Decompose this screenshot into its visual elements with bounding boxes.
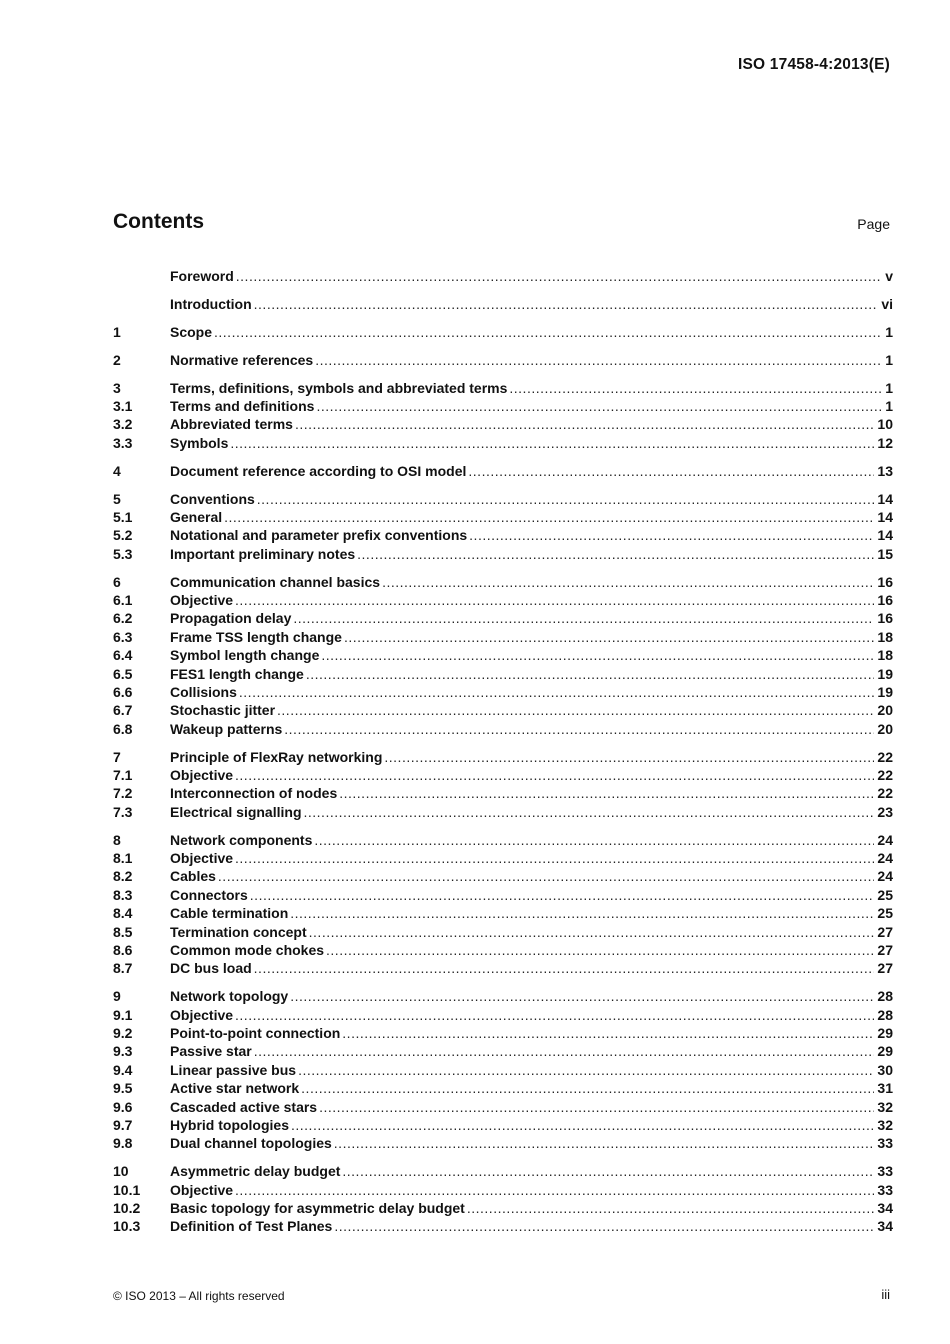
toc-entry-number: 9.2 (113, 1025, 133, 1042)
toc-leader-dots (334, 1218, 874, 1234)
toc-entry-page[interactable]: 28 (877, 1006, 893, 1023)
toc-leader-dots (230, 435, 874, 451)
toc-entry-number: 3 (113, 379, 121, 396)
toc-entry-title[interactable]: Passive star (170, 1043, 252, 1060)
toc-leader-dots (467, 1200, 875, 1216)
toc-entry[interactable] (113, 942, 893, 960)
toc-entry[interactable] (113, 629, 893, 647)
toc-entry-number: 8.5 (113, 923, 133, 940)
toc-leader-dots (224, 509, 874, 525)
toc-leader-dots (235, 592, 874, 608)
toc-entry-number: 9.8 (113, 1135, 133, 1152)
toc-entry-page[interactable]: 15 (877, 545, 893, 562)
toc-entry-number: 8.6 (113, 942, 133, 958)
page-column-label: Page (857, 216, 890, 232)
toc-entry[interactable] (113, 491, 893, 509)
toc-entry-number: 3.3 (113, 434, 133, 451)
toc-entry-title[interactable]: Symbols (170, 434, 229, 451)
toc-leader-dots (344, 629, 874, 645)
toc-leader-dots (342, 1025, 874, 1041)
toc-entry-title[interactable]: Network components (170, 831, 313, 848)
toc-leader-dots (298, 1062, 874, 1078)
toc-entry-page[interactable]: 24 (877, 831, 893, 848)
toc-entry-title[interactable]: Cascaded active stars (170, 1098, 318, 1115)
toc-leader-dots (382, 574, 874, 590)
toc-entry-page[interactable]: 20 (877, 702, 893, 719)
toc-entry[interactable] (113, 1025, 893, 1043)
toc-entry-title[interactable]: Objective (170, 850, 234, 867)
toc-leader-dots (235, 1182, 874, 1198)
toc-entry[interactable] (113, 574, 893, 592)
toc-entry-number: 5 (113, 490, 121, 507)
toc-entry-title[interactable]: Point-to-point connection (170, 1025, 341, 1042)
toc-leader-dots (290, 905, 874, 921)
toc-entry-title[interactable]: Collisions (170, 683, 237, 700)
toc-entry-title[interactable]: Principle of FlexRay networking (170, 748, 383, 765)
toc-entry-number: 2 (113, 351, 121, 368)
toc-entry-number: 7.2 (113, 785, 133, 802)
toc-entry-number: 6.5 (113, 665, 133, 682)
toc-entry-number: 6 (113, 573, 121, 590)
toc-entry-number: 6.4 (113, 647, 133, 664)
toc-entry-page[interactable]: 25 (877, 886, 893, 903)
toc-entry-page[interactable]: 27 (877, 942, 893, 958)
toc-entry[interactable] (113, 868, 893, 886)
toc-entry-page[interactable]: 19 (877, 683, 893, 700)
toc-leader-dots (293, 610, 874, 626)
toc-entry[interactable] (113, 647, 893, 665)
toc-entry-number: 10 (113, 1163, 129, 1180)
toc-entry-number: 9.7 (113, 1117, 133, 1134)
toc-entry[interactable] (113, 1043, 893, 1061)
toc-entry-title[interactable]: Dual channel topologies (170, 1135, 332, 1152)
toc-entry[interactable] (113, 1007, 893, 1025)
toc-entry-page[interactable]: 22 (877, 748, 893, 765)
toc-entry-page[interactable]: 28 (877, 988, 893, 1005)
toc-entry-page[interactable]: 12 (877, 434, 893, 451)
toc-leader-dots (295, 416, 874, 432)
toc-entry-page[interactable]: vi (881, 295, 893, 312)
toc-entry[interactable] (113, 1163, 893, 1181)
toc-entry-title[interactable]: Hybrid topologies (170, 1117, 289, 1134)
toc-entry-number: 6.7 (113, 702, 133, 719)
toc-entry-page[interactable]: 29 (877, 1025, 893, 1042)
toc-entry-title[interactable]: Linear passive bus (170, 1061, 297, 1078)
toc-entry-page[interactable]: 30 (877, 1061, 893, 1078)
toc-entry[interactable] (113, 666, 893, 684)
toc-leader-dots (314, 832, 874, 848)
toc-entry-number: 7.3 (113, 803, 133, 820)
toc-leader-dots (315, 352, 882, 368)
toc-entry-title[interactable]: Interconnection of nodes (170, 785, 338, 802)
toc-entry-title[interactable]: Objective (170, 591, 234, 608)
toc-leader-dots (290, 988, 874, 1004)
toc-entry-title[interactable]: DC bus load (170, 960, 252, 977)
toc-entry[interactable] (113, 527, 893, 545)
toc-leader-dots (357, 546, 874, 562)
toc-leader-dots (384, 749, 874, 765)
toc-leader-dots (321, 647, 874, 663)
toc-entry-page[interactable]: 10 (877, 416, 893, 433)
toc-leader-dots (254, 1043, 875, 1059)
toc-entry[interactable] (113, 1200, 893, 1218)
toc-entry-page[interactable]: 33 (877, 1163, 893, 1180)
toc-entry[interactable] (113, 509, 893, 527)
toc-entry-page[interactable]: 14 (877, 490, 893, 507)
toc-leader-dots (254, 960, 875, 976)
document-id: ISO 17458-4:2013(E) (738, 56, 890, 73)
toc-leader-dots (235, 1007, 874, 1023)
toc-entry-number: 5.3 (113, 545, 133, 562)
toc-entry-title[interactable]: Scope (170, 323, 213, 340)
toc-entry[interactable] (113, 804, 893, 822)
toc-entry-number: 5.1 (113, 508, 133, 525)
toc-leader-dots (235, 850, 874, 866)
toc-leader-dots (254, 296, 879, 312)
toc-entry-page[interactable]: 34 (877, 1200, 893, 1217)
toc-entry-number: 8.2 (113, 868, 133, 885)
toc-entry-number: 9 (113, 988, 121, 1005)
toc-entry[interactable] (113, 1062, 893, 1080)
toc-entry-page[interactable]: 19 (877, 665, 893, 682)
toc-entry-number: 9.5 (113, 1080, 133, 1097)
toc-entry-page[interactable]: 29 (877, 1043, 893, 1060)
toc-entry-number: 8.7 (113, 960, 133, 977)
toc-entry-page[interactable]: 31 (877, 1080, 893, 1097)
toc-entry[interactable] (113, 352, 893, 370)
toc-entry[interactable] (113, 592, 893, 610)
toc-entry-title[interactable]: Cable termination (170, 905, 289, 922)
toc-entry-page[interactable]: 27 (877, 923, 893, 940)
toc-entry-page[interactable]: 14 (877, 527, 893, 544)
toc-entry[interactable] (113, 887, 893, 905)
toc-entry[interactable] (113, 850, 893, 868)
contents-heading: Contents (113, 210, 204, 233)
toc-entry[interactable] (113, 1218, 893, 1236)
toc-entry-title[interactable]: General (170, 508, 223, 525)
toc-entry-title[interactable]: Frame TSS length change (170, 628, 342, 645)
toc-entry-page[interactable]: 18 (877, 628, 893, 645)
toc-entry-number: 9.4 (113, 1061, 133, 1078)
toc-entry-page[interactable]: 16 (877, 591, 893, 608)
toc-entry-page[interactable]: 34 (877, 1218, 893, 1235)
copyright-notice: © ISO 2013 – All rights reserved (113, 1289, 285, 1303)
toc-entry[interactable] (113, 988, 893, 1006)
toc-entry-title[interactable]: Definition of Test Planes (170, 1218, 333, 1235)
toc-entry-page[interactable]: 22 (877, 766, 893, 783)
toc-entry-title[interactable]: Stochastic jitter (170, 702, 276, 719)
toc-entry-number: 1 (113, 323, 121, 340)
toc-entry[interactable] (113, 463, 893, 481)
toc-entry[interactable] (113, 1080, 893, 1098)
toc-leader-dots (342, 1163, 874, 1179)
toc-entry-number: 8 (113, 831, 121, 848)
toc-entry-title[interactable]: Electrical signalling (170, 803, 302, 820)
toc-entry-page[interactable]: 32 (877, 1098, 893, 1115)
toc-entry-page[interactable]: 33 (877, 1135, 893, 1152)
toc-leader-dots (316, 398, 882, 414)
toc-entry-number: 6.1 (113, 591, 133, 608)
toc-entry-title[interactable]: Terms, definitions, symbols and abbreviated terms (170, 379, 508, 396)
toc-entry[interactable] (113, 398, 893, 416)
toc-leader-dots (284, 721, 874, 737)
toc-entry-title[interactable]: Terms and definitions (170, 397, 315, 414)
toc-entry-number: 9.3 (113, 1043, 133, 1060)
toc-leader-dots (309, 924, 875, 940)
toc-entry[interactable] (113, 767, 893, 785)
toc-entry-page[interactable]: 1 (885, 397, 893, 414)
toc-entry[interactable] (113, 1099, 893, 1117)
toc-entry-number: 5.2 (113, 527, 133, 544)
toc-entry-title[interactable]: Objective (170, 1006, 234, 1023)
toc-entry-page[interactable]: 14 (877, 508, 893, 525)
toc-entry-number: 7 (113, 748, 121, 765)
toc-entry-page[interactable]: 24 (877, 850, 893, 867)
toc-entry[interactable] (113, 546, 893, 564)
toc-entry[interactable] (113, 1117, 893, 1135)
toc-entry-title[interactable]: Notational and parameter prefix conventions (170, 527, 468, 544)
toc-entry[interactable] (113, 924, 893, 942)
toc-entry-title[interactable]: Asymmetric delay budget (170, 1163, 341, 1180)
toc-leader-dots (235, 767, 874, 783)
toc-entry[interactable] (113, 832, 893, 850)
toc-leader-dots (339, 785, 874, 801)
toc-entry[interactable] (113, 324, 893, 342)
toc-entry-number: 9.6 (113, 1098, 133, 1115)
toc-entry-title[interactable]: Foreword (170, 268, 234, 284)
toc-entry-number: 6.3 (113, 628, 133, 645)
toc-entry-title[interactable]: Connectors (170, 886, 248, 903)
toc-entry[interactable] (113, 905, 893, 923)
toc-entry-number: 10.2 (113, 1200, 141, 1217)
toc-entry-title[interactable]: Basic topology for asymmetric delay budget (170, 1200, 465, 1217)
toc-entry[interactable] (113, 380, 893, 398)
toc-entry-page[interactable]: 23 (877, 803, 893, 820)
toc-entry-title[interactable]: Propagation delay (170, 610, 292, 627)
toc-entry[interactable] (113, 268, 893, 286)
toc-entry-number: 6.6 (113, 683, 133, 700)
page-number: iii (881, 1287, 890, 1302)
toc-entry-page[interactable]: v (885, 268, 893, 284)
toc-entry-page[interactable]: 22 (877, 785, 893, 802)
toc-entry-title[interactable]: Wakeup patterns (170, 720, 283, 737)
toc-entry[interactable] (113, 1182, 893, 1200)
toc-entry[interactable] (113, 702, 893, 720)
toc-entry-title[interactable]: Communication channel basics (170, 573, 381, 590)
toc-entry[interactable] (113, 749, 893, 767)
toc-entry-page[interactable]: 33 (877, 1181, 893, 1198)
toc-entry-title[interactable]: Abbreviated terms (170, 416, 293, 433)
toc-leader-dots (218, 868, 875, 884)
toc-entry-number: 6.8 (113, 720, 133, 737)
toc-leader-dots (334, 1135, 875, 1151)
toc-entry[interactable] (113, 1135, 893, 1153)
toc-leader-dots (239, 684, 875, 700)
toc-entry-number: 8.3 (113, 886, 133, 903)
toc-entry-page[interactable]: 1 (885, 351, 893, 368)
toc-entry-page[interactable]: 1 (885, 323, 893, 340)
toc-leader-dots (319, 1099, 874, 1115)
toc-entry-title[interactable]: Cables (170, 868, 216, 885)
toc-leader-dots (306, 666, 875, 682)
toc-entry-number: 9.1 (113, 1006, 133, 1023)
toc-entry[interactable] (113, 296, 893, 314)
toc-entry-number: 8.4 (113, 905, 133, 922)
toc-entry[interactable] (113, 435, 893, 453)
toc-leader-dots (509, 380, 882, 396)
toc-entry-page[interactable]: 13 (877, 462, 893, 479)
toc-leader-dots (301, 1080, 874, 1096)
toc-entry-title[interactable]: Introduction (170, 295, 252, 312)
toc-entry-number: 8.1 (113, 850, 133, 867)
toc-entry-title[interactable]: FES1 length change (170, 665, 304, 682)
toc-entry-title[interactable]: Symbol length change (170, 647, 320, 664)
table-of-contents (113, 268, 893, 1237)
toc-entry-number: 7.1 (113, 766, 133, 783)
toc-entry-page[interactable]: 18 (877, 647, 893, 664)
toc-leader-dots (214, 324, 882, 340)
toc-leader-dots (304, 804, 875, 820)
toc-entry-page[interactable]: 16 (877, 610, 893, 627)
toc-entry-page[interactable]: 32 (877, 1117, 893, 1134)
toc-entry-page[interactable]: 1 (885, 379, 893, 396)
toc-entry-number: 3.1 (113, 397, 133, 414)
toc-entry-number: 6.2 (113, 610, 133, 627)
toc-leader-dots (250, 887, 875, 903)
toc-leader-dots (468, 463, 874, 479)
toc-entry[interactable] (113, 610, 893, 628)
toc-entry[interactable] (113, 721, 893, 739)
toc-entry-page[interactable]: 20 (877, 720, 893, 737)
toc-entry-title[interactable]: Active star network (170, 1080, 300, 1097)
toc-entry-page[interactable]: 24 (877, 868, 893, 885)
toc-entry-page[interactable]: 27 (877, 960, 893, 977)
toc-entry-title[interactable]: Conventions (170, 490, 255, 507)
toc-leader-dots (277, 702, 874, 718)
toc-entry-number: 10.3 (113, 1218, 141, 1235)
toc-leader-dots (469, 527, 874, 543)
toc-entry-page[interactable]: 25 (877, 905, 893, 922)
toc-entry-title[interactable]: Normative references (170, 351, 314, 368)
toc-leader-dots (236, 268, 882, 284)
toc-entry-title[interactable]: Document reference according to OSI model (170, 462, 467, 479)
toc-entry-title[interactable]: Common mode chokes (170, 942, 325, 958)
toc-entry-number: 10.1 (113, 1181, 141, 1198)
toc-leader-dots (257, 491, 875, 507)
toc-entry-title[interactable]: Objective (170, 1181, 234, 1198)
toc-leader-dots (291, 1117, 874, 1133)
toc-entry-page[interactable]: 16 (877, 573, 893, 590)
toc-entry[interactable] (113, 785, 893, 803)
toc-entry[interactable] (113, 684, 893, 702)
toc-entry-title[interactable]: Objective (170, 766, 234, 783)
toc-entry[interactable] (113, 416, 893, 434)
toc-leader-dots (326, 942, 874, 958)
toc-entry-title[interactable]: Important preliminary notes (170, 545, 356, 562)
toc-entry-number: 4 (113, 462, 121, 479)
toc-entry-title[interactable]: Network topology (170, 988, 289, 1005)
toc-entry-number: 3.2 (113, 416, 133, 433)
toc-entry[interactable] (113, 960, 893, 978)
toc-entry-title[interactable]: Termination concept (170, 923, 307, 940)
